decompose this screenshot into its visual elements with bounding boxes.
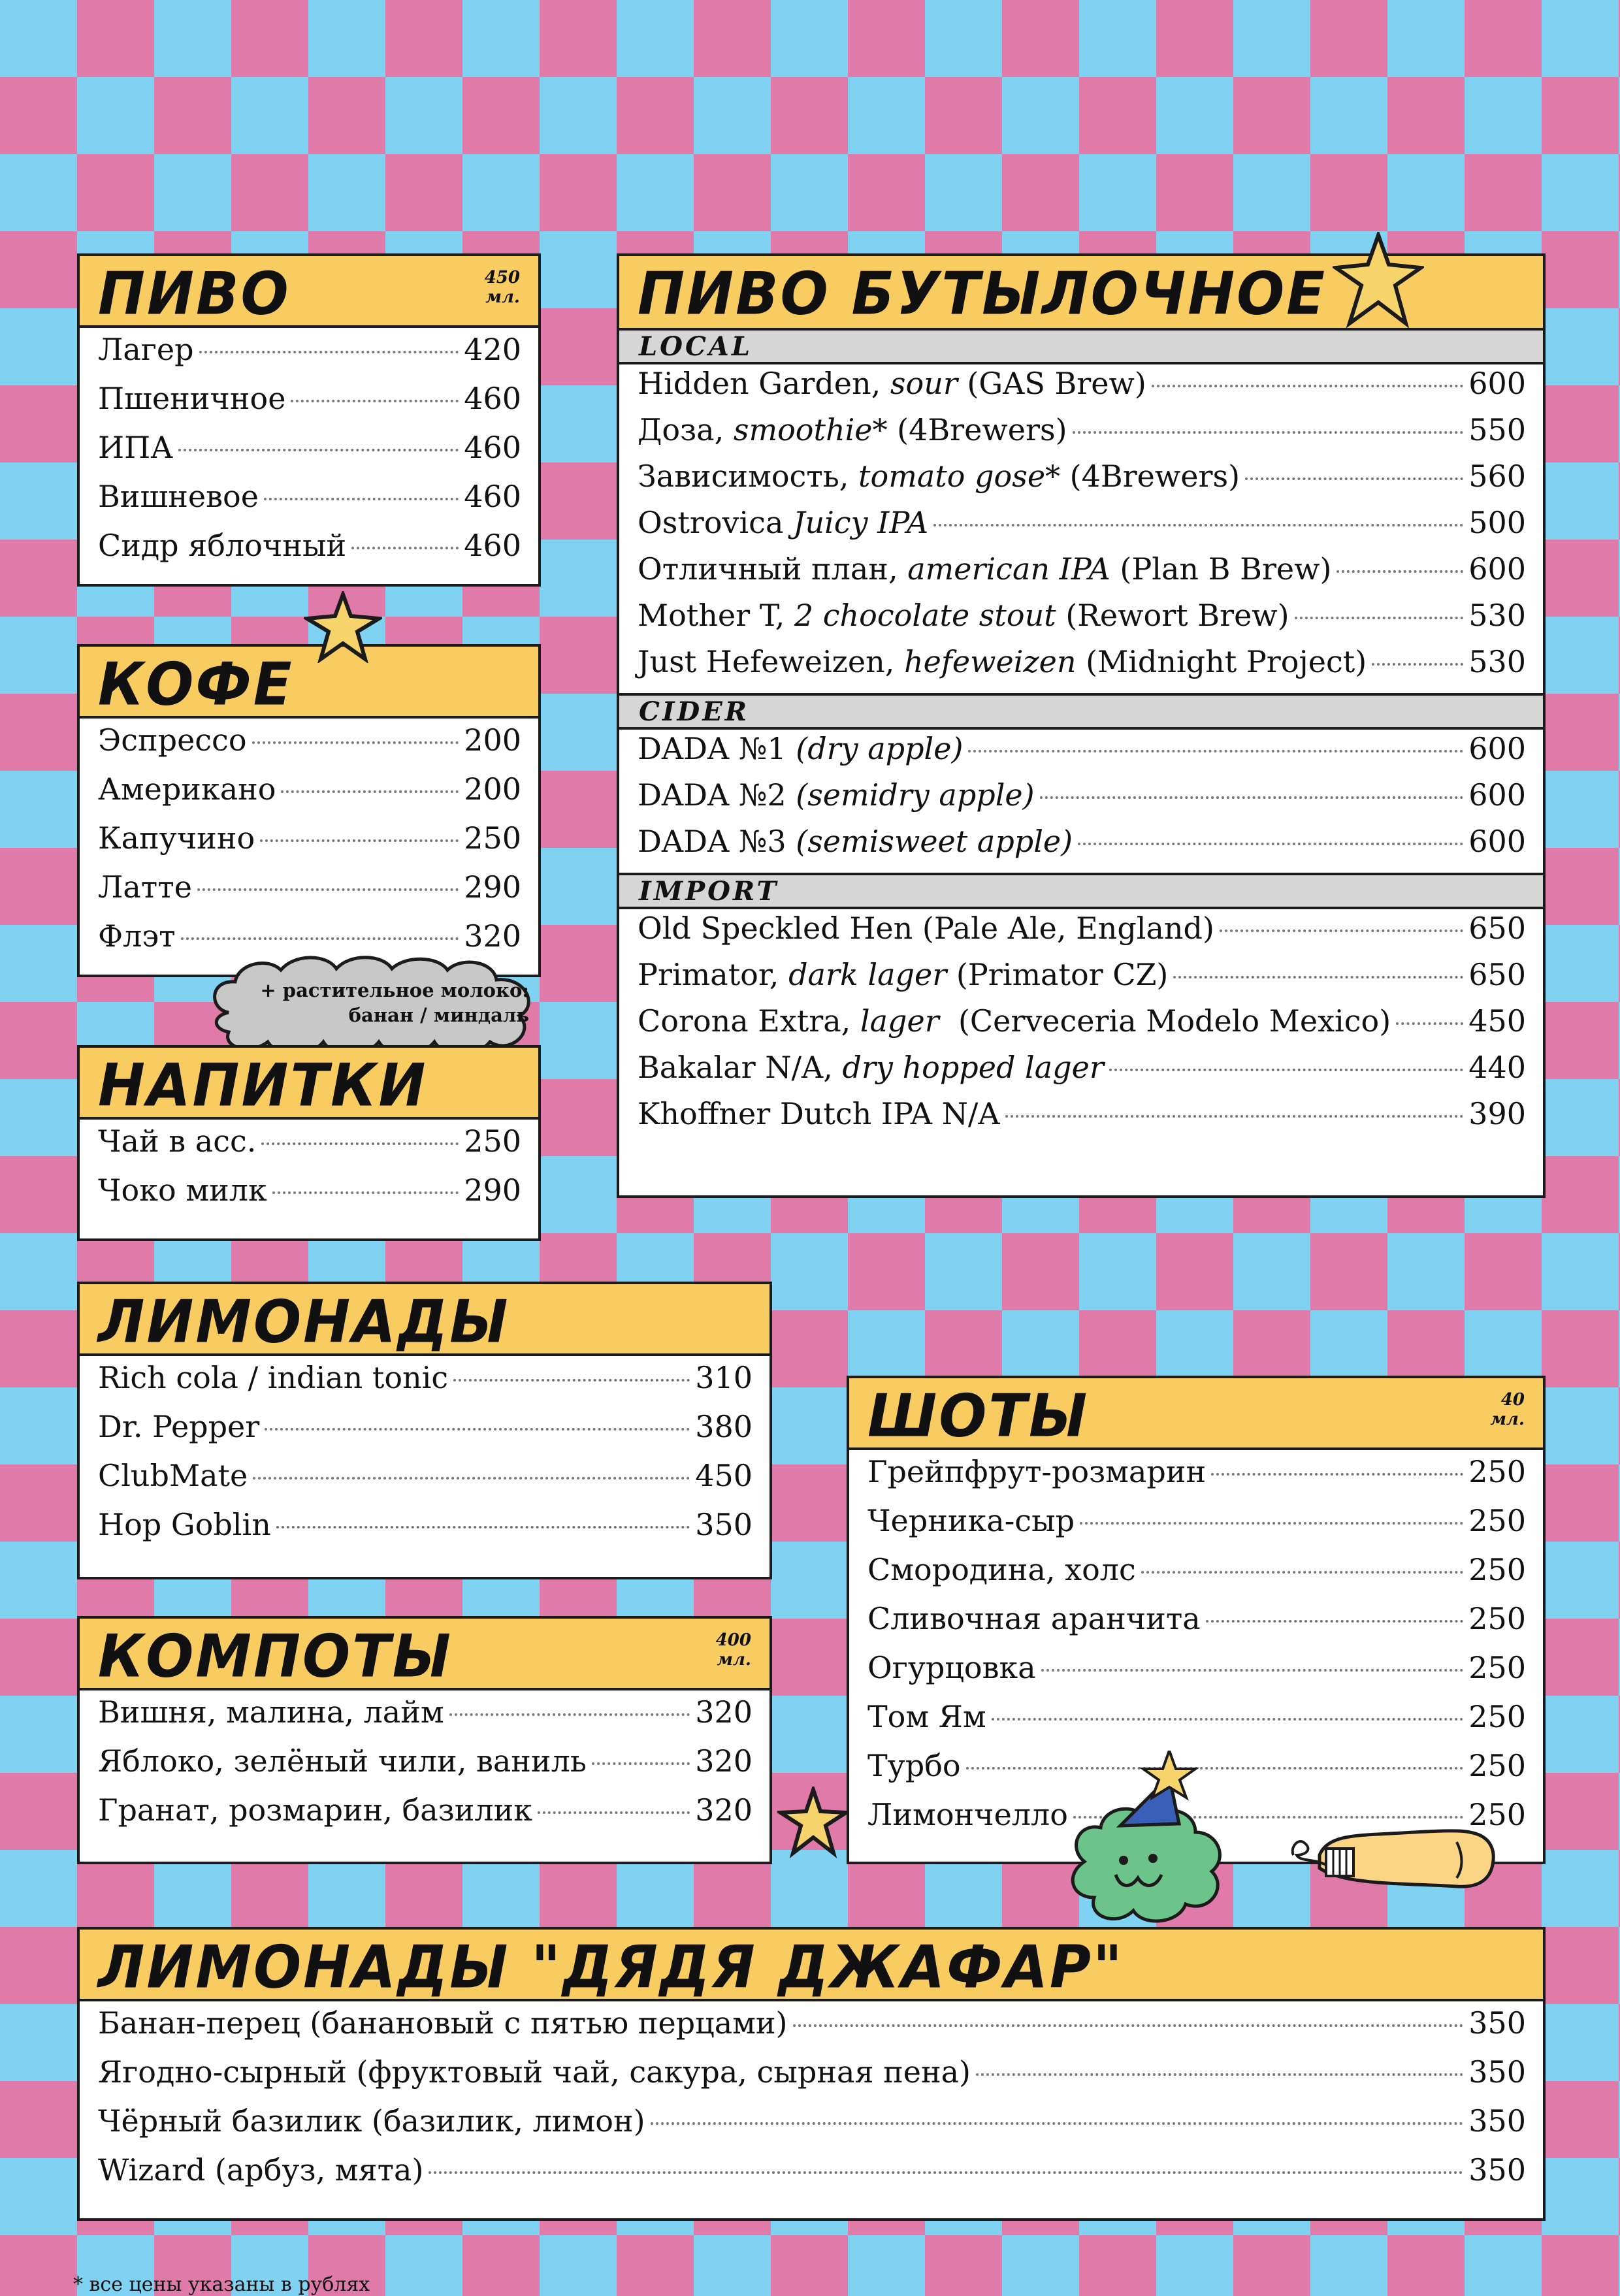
menu-item: Вишня, малина, лайм 320 (98, 1694, 753, 1730)
menu-item: Wizard (арбуз, мята) 350 (98, 2152, 1526, 2188)
menu-item: Турбо 250 (867, 1748, 1526, 1783)
menu-item: Флэт 320 (98, 918, 521, 954)
lemonades-list (80, 1356, 770, 1562)
compotes-header (80, 1619, 770, 1690)
menu-item: Just Hefeweizen, hefeweizen (Midnight Project) 530 (638, 644, 1526, 679)
menu-item: Гранат, розмарин, базилик 320 (98, 1792, 753, 1828)
menu-item: DADA №3 (semisweet apple) 600 (638, 824, 1526, 859)
menu-item: Черника-сыр 250 (867, 1503, 1526, 1538)
lemonades-title: ЛИМОНАДЫ (98, 1287, 510, 1357)
beer-header (80, 256, 538, 328)
bottled-panel (617, 253, 1546, 1198)
menu-item: Сидр яблочный 460 (98, 528, 521, 563)
shots-header (849, 1378, 1543, 1450)
menu-item: Чёрный базилик (базилик, лимон) 350 (98, 2103, 1526, 2139)
menu-item: Чоко милк 290 (98, 1172, 521, 1208)
menu-item: DADA №1 (dry apple) 600 (638, 731, 1526, 766)
jafar-title: ЛИМОНАДЫ "ДЯДЯ ДЖАФАР" (98, 1933, 1124, 2002)
beer-list (80, 328, 538, 583)
compotes-panel (77, 1616, 772, 1864)
compotes-volume: 400 мл. (715, 1630, 751, 1670)
import-subheader: IMPORT (619, 873, 1543, 909)
menu-item: Mother T, 2 chocolate stout (Rewort Brew) 530 (638, 598, 1526, 633)
price-footnote: * все цены указаны в рублях (73, 2273, 370, 2296)
menu-item: Сливочная аранчита 250 (867, 1601, 1526, 1636)
menu-item: Яблоко, зелёный чили, ваниль 320 (98, 1743, 753, 1779)
menu-item: ClubMate 450 (98, 1458, 753, 1493)
coffee-list (80, 719, 538, 974)
menu-item: Вишневое 460 (98, 479, 521, 514)
beer-volume: 450 мл. (484, 268, 520, 307)
menu-item: Лимончелло 250 (867, 1797, 1526, 1832)
menu-item: Грейпфрут-розмарин 250 (867, 1454, 1526, 1489)
lemonades-panel (77, 1282, 772, 1579)
menu-item: Bakalar N/A, dry hopped lager 440 (638, 1050, 1526, 1085)
import-list (619, 909, 1543, 1145)
cider-subheader: CIDER (619, 693, 1543, 730)
menu-item: Смородина, холс 250 (867, 1552, 1526, 1587)
bottled-title: ПИВО БУТЫЛОЧНОЕ (638, 259, 1327, 329)
drinks-header (80, 1048, 538, 1120)
shots-volume: 40 мл. (1490, 1390, 1525, 1429)
menu-item: Пшеничное 460 (98, 381, 521, 416)
coffee-title: КОФЕ (98, 650, 294, 719)
menu-item: ИПА 460 (98, 430, 521, 465)
genie-illustration (1039, 1751, 1561, 1986)
menu-item: Dr. Pepper 380 (98, 1409, 753, 1444)
beer-panel (77, 253, 541, 587)
menu-item: Американо 200 (98, 771, 521, 807)
menu-item: Rich cola / indian tonic 310 (98, 1360, 753, 1395)
menu-item: Hidden Garden, sour (GAS Brew) 600 (638, 366, 1526, 401)
drinks-list (80, 1120, 538, 1228)
drinks-panel (77, 1045, 541, 1241)
menu-item: Corona Extra, lager (Cerveceria Modelo Mexico) 450 (638, 1003, 1526, 1039)
star-icon (1333, 232, 1424, 330)
menu-item: Капучино 250 (98, 820, 521, 856)
menu-item: Primator, dark lager (Primator CZ) 650 (638, 957, 1526, 992)
menu-item: Огурцовка 250 (867, 1650, 1526, 1685)
menu-item: Латте 290 (98, 869, 521, 905)
menu-item: Эспрессо 200 (98, 722, 521, 758)
local-subheader: LOCAL (619, 328, 1543, 364)
milk-note-text: + растительное молоко: банан / миндаль (260, 979, 529, 1026)
menu-item: Hop Goblin 350 (98, 1507, 753, 1542)
menu-item: Ostrovica Juicy IPA 500 (638, 505, 1526, 540)
drinks-title: НАПИТКИ (98, 1051, 428, 1120)
menu-item: Доза, smoothie* (4Brewers) 550 (638, 412, 1526, 447)
compotes-list (80, 1690, 770, 1848)
compotes-title: КОМПОТЫ (98, 1622, 453, 1691)
menu-item: Зависимость, tomato gose* (4Brewers) 560 (638, 459, 1526, 494)
coffee-panel (77, 644, 541, 977)
menu-item: Том Ям 250 (867, 1699, 1526, 1734)
lemonades-header (80, 1284, 770, 1356)
jafar-list (80, 2001, 1543, 2208)
menu-item: Лагер 420 (98, 332, 521, 367)
shots-title: ШОТЫ (867, 1382, 1090, 1451)
beer-title: ПИВО (98, 259, 291, 329)
star-icon (777, 1787, 849, 1858)
menu-item: Чай в асс. 250 (98, 1124, 521, 1159)
menu-item: Khoffner Dutch IPA N/A 390 (638, 1096, 1526, 1131)
local-list (619, 364, 1543, 693)
cider-list (619, 730, 1543, 873)
star-icon (304, 591, 382, 663)
menu-item: Отличный план, american IPA (Plan B Brew) 600 (638, 551, 1526, 587)
menu-item: Old Speckled Hen (Pale Ale, England) 650 (638, 911, 1526, 946)
menu-item: Ягодно-сырный (фруктовый чай, сакура, сырная пена) 350 (98, 2054, 1526, 2090)
menu-item: Банан-перец (банановый с пятью перцами) 350 (98, 2005, 1526, 2041)
menu-item: DADA №2 (semidry apple) 600 (638, 777, 1526, 813)
